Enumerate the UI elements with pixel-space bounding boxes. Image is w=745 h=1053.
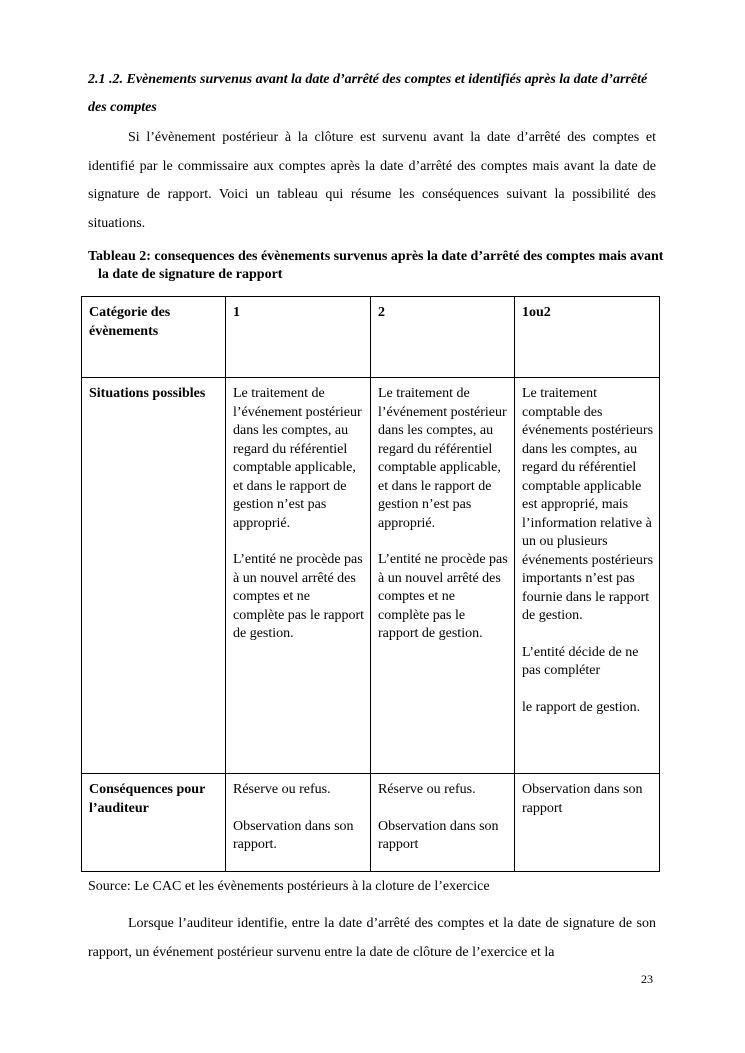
situations-col-3	[515, 378, 660, 774]
source-note: Source: Le CAC et les évènements postérieurs à la cloture de l’exercice	[88, 879, 490, 894]
category-label-cell: Catégorie des évènements	[82, 297, 226, 378]
closing-paragraph: Lorsque l’auditeur identifie, entre la date d’arrêté des comptes et la date de signature de son rapport, un événement postérieur survenu entre la date de clôture de l’exercice et la	[88, 916, 656, 960]
intro-paragraph: Si l’évènement postérieur à la clôture est survenu avant la date d’arrêté des comptes et identifié par le commissaire aux comptes après la date d’arrêté des comptes mais avant la date de signature de rapport. Voici un tableau qui résume les conséquences suivant la possibilité des situations.	[88, 130, 656, 231]
category-col-2: 2	[371, 297, 515, 378]
situations-col-2	[371, 378, 515, 774]
consequences-row	[82, 774, 660, 872]
consequences-col-2	[371, 774, 515, 872]
situation-text: Le traitement comptable des événements postérieurs dans les comptes, au regard du référentiel comptable applicable est approprié, mais l’information relative à un ou plusieurs événements postérieurs importants n’est pas fournie dans le rapport de gestion.	[522, 386, 654, 623]
situation-text: le rapport de gestion.	[522, 699, 641, 715]
category-col-1: 1	[226, 297, 371, 378]
consequence-text: Réserve ou refus.	[233, 782, 331, 797]
table-header-row	[82, 297, 660, 378]
situations-col-1	[226, 378, 371, 774]
section-heading: 2.1 .2. Evènements survenus avant la date d’arrêté des comptes et identifiés après la date d’arrêté des comptes	[88, 72, 648, 115]
situation-text: Le traitement de l’événement postérieur dans les comptes, au regard du référentiel comptable applicable, et dans le rapport de gestion n’est pas approprié.	[378, 386, 507, 531]
table-caption: Tableau 2: consequences des évènements survenus après la date d’arrêté des comptes mais avant la date de signature de rapport	[88, 249, 664, 282]
situation-text: L’entité décide de ne pas compléter	[522, 644, 639, 678]
consequences-label-cell: Conséquences pour l’auditeur	[82, 774, 226, 872]
situations-label-cell: Situations possibles	[82, 378, 226, 774]
consequence-text: Observation dans son rapport	[378, 818, 499, 852]
consequences-table	[81, 296, 660, 872]
situation-text: L’entité ne procède pas à un nouvel arrêté des comptes et ne complète pas le rapport de gestion.	[233, 552, 365, 641]
consequence-text: Réserve ou refus.	[378, 782, 476, 797]
situation-text: Le traitement de l’événement postérieur dans les comptes, au regard du référentiel comptable applicable, et dans le rapport de gestion n’est pas approprié.	[233, 386, 362, 531]
situation-text: L’entité ne procède pas à un nouvel arrêté des comptes et ne complète pas le rapport de gestion.	[378, 552, 508, 641]
consequence-text: Observation dans son rapport.	[233, 818, 354, 852]
category-col-3: 1ou2	[515, 297, 660, 378]
situations-row	[82, 378, 660, 774]
consequences-col-3	[515, 774, 660, 872]
consequences-col-1	[226, 774, 371, 872]
consequence-text: Observation dans son rapport	[522, 782, 643, 816]
page-number: 23	[641, 972, 653, 986]
